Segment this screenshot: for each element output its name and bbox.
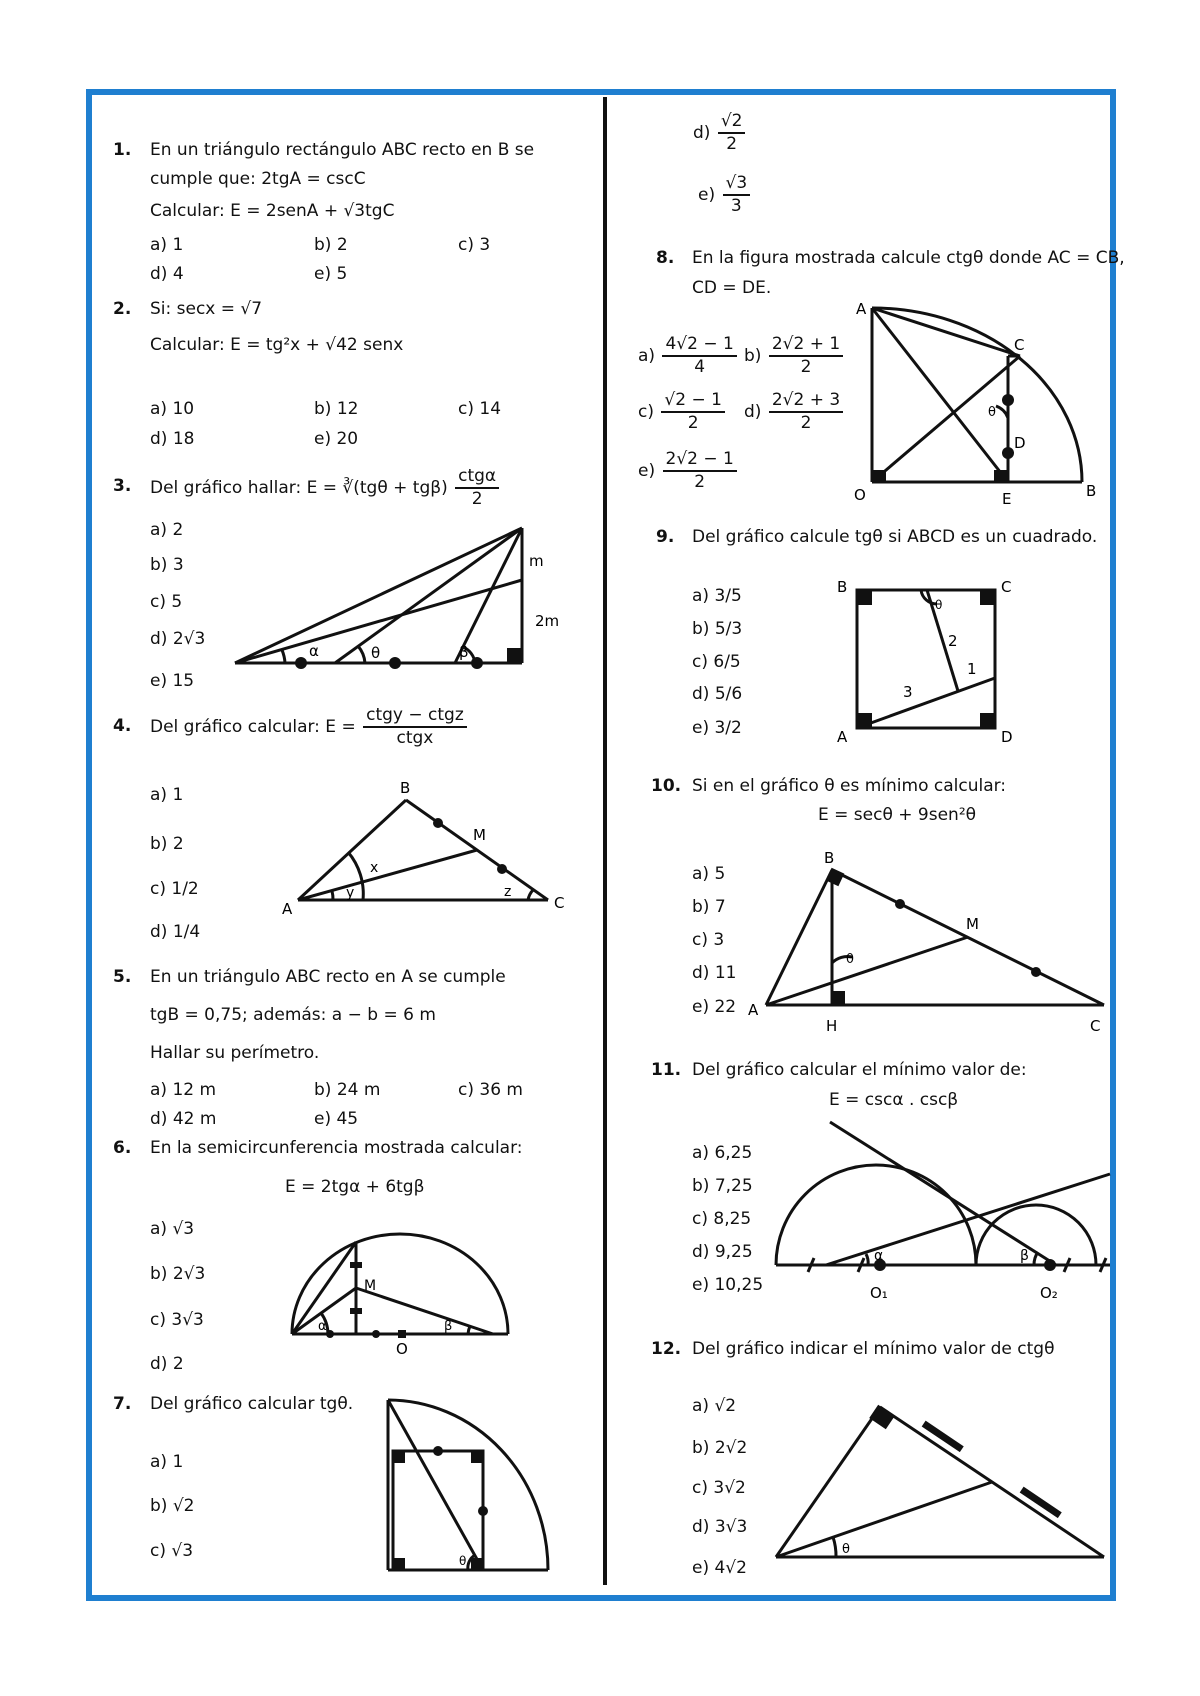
q1-line2: cumple que: 2tgA = cscC [150, 169, 366, 189]
q11-tangent-line-beta [830, 1122, 1056, 1265]
q12-median [776, 1482, 992, 1557]
q6-label-m: M [364, 1278, 377, 1294]
q9-label-side-1: 1 [967, 660, 977, 678]
q9-label-side-3: 3 [903, 683, 913, 701]
q3-figure [225, 520, 565, 670]
q3-label-2m: 2m [535, 612, 560, 630]
q4-figure [278, 780, 578, 920]
q8-option-b-den: 2 [800, 357, 812, 377]
q8-dot [1002, 447, 1014, 459]
q8-option-d-den: 2 [800, 413, 812, 433]
q8-chord-ac [872, 308, 1020, 356]
q4-label-z: z [504, 884, 512, 900]
q7-right-angle-mark [393, 1558, 405, 1570]
q8-option-c [638, 392, 727, 432]
q4-label-b: B [400, 779, 411, 797]
q12-figure [770, 1395, 1110, 1570]
q7-dot [478, 1506, 488, 1516]
q8-line-oc [872, 356, 1020, 482]
q3-formula [150, 468, 501, 508]
q6-option-d: d) 2 [150, 1354, 184, 1374]
q8-option-b [744, 336, 845, 376]
q5-line1: En un triángulo ABC recto en A se cumple [150, 967, 506, 987]
q6-option-c: c) 3√3 [150, 1310, 204, 1330]
q8-label-o: O [854, 486, 866, 504]
q8-label-d: D [1014, 434, 1026, 452]
q9-right-angle-mark [980, 713, 995, 728]
q8-option-a-den: 4 [694, 357, 706, 377]
q10-option-c: c) 3 [692, 930, 725, 950]
q6-label-alpha: α [318, 1319, 327, 1334]
q8-label-e: E [1002, 490, 1012, 508]
q12-arc-theta [833, 1537, 836, 1557]
q9-option-d: d) 5/6 [692, 684, 743, 704]
q5-number: 5. [113, 967, 132, 987]
q7-inscribed-rectangle [393, 1451, 483, 1570]
q12-right-angle-mark [869, 1405, 895, 1429]
q10-label-theta: θ [846, 952, 854, 967]
q4-fraction [363, 707, 467, 747]
q9-segment-3-1 [857, 678, 995, 728]
q11-option-c: c) 8,25 [692, 1209, 752, 1229]
q2-formula: Calcular: E = tg²x + √42 senx [150, 335, 404, 355]
q10-formula: E = secθ + 9sen²θ [818, 805, 977, 825]
q6-number: 6. [113, 1138, 132, 1158]
q7-number: 7. [113, 1394, 132, 1414]
q8-option-b-num: 2√2 + 1 [769, 336, 843, 357]
q5-option-a: a) 12 m [150, 1080, 217, 1100]
q8-option-d-num: 2√2 + 3 [769, 392, 843, 413]
q4-arc-y [332, 891, 333, 900]
q4-label-x: x [370, 860, 379, 876]
q11-arc-beta [1034, 1252, 1038, 1265]
column-divider [603, 97, 607, 1585]
q6-option-b: b) 2√3 [150, 1264, 206, 1284]
q1-number: 1. [113, 140, 132, 160]
q7-label-theta: θ [459, 1554, 467, 1568]
q8-right-angle-mark [872, 470, 886, 482]
q12-option-e [692, 1560, 747, 1577]
q8-option-e-den: 2 [694, 472, 706, 492]
q3-label-theta: θ [371, 644, 381, 662]
q3-midpoint-dot [295, 657, 307, 669]
q7-line1: Del gráfico calcular tgθ. [150, 1394, 354, 1414]
q9-option-e: e) 3/2 [692, 718, 742, 738]
q1-option-e: e) 5 [314, 264, 348, 284]
q7-option-e-den: 3 [730, 196, 742, 216]
q10-option-a: a) 5 [692, 864, 726, 884]
q11-label-beta: β [1020, 1248, 1029, 1264]
q11-arc-alpha [866, 1254, 868, 1265]
q12-option-b-text: b) 2√2 [692, 1438, 748, 1458]
q4-option-c: c) 1/2 [150, 879, 199, 899]
q6-formula: E = 2tgα + 6tgβ [285, 1177, 425, 1197]
q3-frac-num: ctgα [455, 468, 499, 489]
q6-label-beta: β [444, 1319, 453, 1334]
q3-arc-theta [358, 646, 365, 663]
q8-option-b-letter: b) [744, 346, 762, 366]
q11-center-o2 [1044, 1259, 1056, 1271]
q2-option-c: c) 14 [458, 399, 502, 419]
q6-line1: En la semicircunferencia mostrada calcular: [150, 1138, 523, 1158]
q8-option-d [744, 392, 845, 432]
q9-option-a: a) 3/5 [692, 586, 742, 606]
q7-option-b: b) √2 [150, 1496, 195, 1516]
q3-option-c: c) 5 [150, 592, 183, 612]
q2-option-e: e) 20 [314, 429, 359, 449]
q3-number: 3. [113, 476, 132, 496]
q11-option-b: b) 7,25 [692, 1176, 753, 1196]
q3-option-d: d) 2√3 [150, 629, 206, 649]
q9-line1: Del gráfico calcule tgθ si ABCD es un cuadrado. [692, 527, 1098, 547]
q10-option-b: b) 7 [692, 897, 726, 917]
q7-diagonal [388, 1400, 483, 1570]
q4-label-a: A [282, 900, 293, 918]
q3-option-e: e) 15 [150, 671, 195, 691]
q9-right-angle-mark [980, 590, 995, 605]
q10-option-d: d) 11 [692, 963, 737, 983]
q10-number: 10. [651, 776, 682, 796]
q5-line3: Hallar su perímetro. [150, 1043, 320, 1063]
q7-right-angle-mark [471, 1451, 483, 1463]
q10-median-am [766, 937, 968, 1005]
q9-option-b: b) 5/3 [692, 619, 743, 639]
q9-label-c: C [1001, 578, 1012, 596]
q8-option-c-num: √2 − 1 [661, 392, 725, 413]
q7-right-angle-mark [471, 1558, 483, 1570]
q4-label-c: C [554, 894, 565, 912]
q12-option-e-text: e) 4√2 [692, 1558, 747, 1578]
q6-line-beta [356, 1288, 493, 1334]
q11-line1: Del gráfico calcular el mínimo valor de: [692, 1060, 1027, 1080]
q9-figure [825, 578, 1013, 746]
q8-label-c: C [1014, 336, 1025, 354]
q11-label-o1: O₁ [870, 1284, 888, 1302]
q10-dot [895, 899, 905, 909]
q8-option-a-letter: a) [638, 346, 656, 366]
q12-leg [776, 1407, 880, 1557]
q6-figure [288, 1230, 518, 1360]
q9-number: 9. [656, 527, 675, 547]
q6-option-a: a) √3 [150, 1219, 195, 1239]
q7-right-angle-mark [393, 1451, 405, 1463]
q3-line-theta [335, 528, 522, 663]
q11-option-e: e) 10,25 [692, 1275, 764, 1295]
q8-option-e-letter: e) [638, 461, 656, 481]
q11-figure [770, 1110, 1110, 1310]
q9-label-d: D [1001, 728, 1013, 746]
q3-formula-prefix: Del gráfico hallar: E = [150, 478, 343, 498]
q1-option-a: a) 1 [150, 235, 184, 255]
q2-line1: Si: secx = √7 [150, 299, 263, 319]
q4-number: 4. [113, 716, 132, 736]
q9-label-theta: θ [935, 598, 943, 612]
q8-option-a-num: 4√2 − 1 [662, 336, 736, 357]
q7-figure [383, 1395, 563, 1580]
q7-dot [433, 1446, 443, 1456]
q2-option-b: b) 12 [314, 399, 359, 419]
q8-right-angle-mark [994, 470, 1008, 482]
q10-label-m: M [966, 915, 979, 933]
q8-line2: CD = DE. [692, 278, 772, 298]
q10-right-angle-mark [832, 991, 845, 1005]
q12-option-c [692, 1480, 746, 1497]
q4-label-m: M [473, 826, 486, 844]
q6-dot [372, 1330, 380, 1338]
q12-option-a [692, 1398, 736, 1415]
q8-label-theta: θ [988, 405, 996, 420]
q10-label-b: B [824, 849, 835, 867]
q6-center-mark [398, 1330, 406, 1338]
q4-frac-num: ctgy − ctgz [363, 707, 467, 728]
q7-option-e-num: √3 [723, 175, 751, 196]
q1-formula: Calcular: E = 2senA + √3tgC [150, 201, 395, 221]
q4-formula [150, 707, 469, 747]
q6-dot [326, 1330, 334, 1338]
q5-option-b: b) 24 m [314, 1080, 381, 1100]
q3-radicand: ∛(tgθ + tgβ) [342, 478, 448, 498]
q5-option-d: d) 42 m [150, 1109, 217, 1129]
q4-frac-den: ctgx [396, 728, 434, 748]
q6-tick-mark [350, 1262, 362, 1268]
q2-option-a: a) 10 [150, 399, 195, 419]
q8-arc-theta [996, 406, 1008, 418]
q10-right-angle-mark [826, 868, 845, 887]
q8-option-e [638, 451, 739, 491]
q11-formula: E = cscα . cscβ [829, 1090, 959, 1110]
q9-label-side-2: 2 [948, 632, 958, 650]
q1-option-c: c) 3 [458, 235, 491, 255]
q11-number: 11. [651, 1060, 682, 1080]
q8-label-a: A [856, 300, 867, 318]
q3-fraction [455, 468, 499, 508]
q9-option-c: c) 6/5 [692, 652, 741, 672]
q5-option-e: e) 45 [314, 1109, 359, 1129]
q4-tick-dot [433, 818, 443, 828]
q2-number: 2. [113, 299, 132, 319]
q11-option-d: d) 9,25 [692, 1242, 753, 1262]
q10-dot [1031, 967, 1041, 977]
q11-option-a: a) 6,25 [692, 1143, 753, 1163]
q8-label-b: B [1086, 482, 1097, 500]
q12-line1: Del gráfico indicar el mínimo valor de ctgθ [692, 1339, 1055, 1359]
q10-label-h: H [826, 1017, 838, 1035]
q3-hypotenuse [235, 528, 522, 663]
q10-line1: Si en el gráfico θ es mínimo calcular: [692, 776, 1007, 796]
q8-option-c-letter: c) [638, 402, 654, 422]
q3-option-b: b) 3 [150, 555, 184, 575]
q8-line1: En la figura mostrada calcule ctgθ donde AC = CB, [692, 248, 1125, 268]
q12-option-b [692, 1440, 747, 1457]
q7-option-c: c) √3 [150, 1541, 194, 1561]
q5-line2: tgB = 0,75; además: a − b = 6 m [150, 1005, 436, 1025]
q3-midpoint-dot [389, 657, 401, 669]
q7-option-e: e) $\frac{√3}{3}$ [698, 175, 752, 215]
q4-option-d: d) 1/4 [150, 922, 201, 942]
q12-option-d [692, 1519, 747, 1536]
q5-option-c: c) 36 m [458, 1080, 523, 1100]
q3-label-beta: β [459, 643, 469, 661]
q4-tick-dot [497, 864, 507, 874]
q4-formula-prefix: Del gráfico calcular: E = [150, 717, 362, 737]
q7-option-a: a) 1 [150, 1452, 184, 1472]
q12-option-a-text: a) √2 [692, 1396, 737, 1416]
q10-label-c: C [1090, 1017, 1101, 1035]
q8-figure [850, 300, 1100, 508]
q3-label-m: m [529, 552, 544, 570]
q4-label-y: y [346, 885, 355, 901]
q7-option-d-num: √2 [718, 113, 746, 134]
q6-label-o: O [396, 1340, 408, 1358]
q10-option-e: e) 22 [692, 997, 737, 1017]
q9-label-a: A [837, 728, 848, 746]
q8-dot [1002, 394, 1014, 406]
q8-option-c-den: 2 [687, 413, 699, 433]
q9-square [857, 590, 995, 728]
q9-right-angle-mark [857, 590, 872, 605]
q11-label-alpha: α [874, 1248, 884, 1264]
q8-option-a [638, 336, 739, 376]
q10-label-a: A [748, 1001, 759, 1019]
q12-label-theta: θ [842, 1542, 850, 1557]
q4-option-b: b) 2 [150, 834, 184, 854]
q3-arc-alpha [282, 650, 285, 663]
q8-number: 8. [656, 248, 675, 268]
q11-tangent-line-alpha [826, 1174, 1110, 1265]
q12-option-c-text: c) 3√2 [692, 1478, 746, 1498]
q12-number: 12. [651, 1339, 682, 1359]
q7-option-d-den: 2 [726, 134, 738, 154]
q8-line-ae [872, 308, 1008, 482]
q3-midpoint-dot [471, 657, 483, 669]
q1-option-b: b) 2 [314, 235, 348, 255]
q11-label-o2: O₂ [1040, 1284, 1058, 1302]
q6-tick-mark [350, 1308, 362, 1314]
q1-line1: En un triángulo rectángulo ABC recto en B se [150, 140, 535, 160]
q2-option-d: d) 18 [150, 429, 195, 449]
q3-option-a: a) 2 [150, 520, 184, 540]
q8-option-d-letter: d) [744, 402, 762, 422]
q3-label-alpha: α [309, 642, 319, 660]
q4-option-a: a) 1 [150, 785, 184, 805]
q1-option-d: d) 4 [150, 264, 184, 284]
q7-option-d: d) $\frac{√2}{2}$ [693, 113, 747, 153]
q3-right-angle-mark [507, 648, 522, 663]
q10-figure [740, 845, 1110, 1035]
q3-frac-den: 2 [471, 489, 483, 509]
q9-label-b: B [837, 578, 848, 596]
q12-option-d-text: d) 3√3 [692, 1517, 748, 1537]
q8-option-e-num: 2√2 − 1 [663, 451, 737, 472]
q9-right-angle-mark [857, 713, 872, 728]
